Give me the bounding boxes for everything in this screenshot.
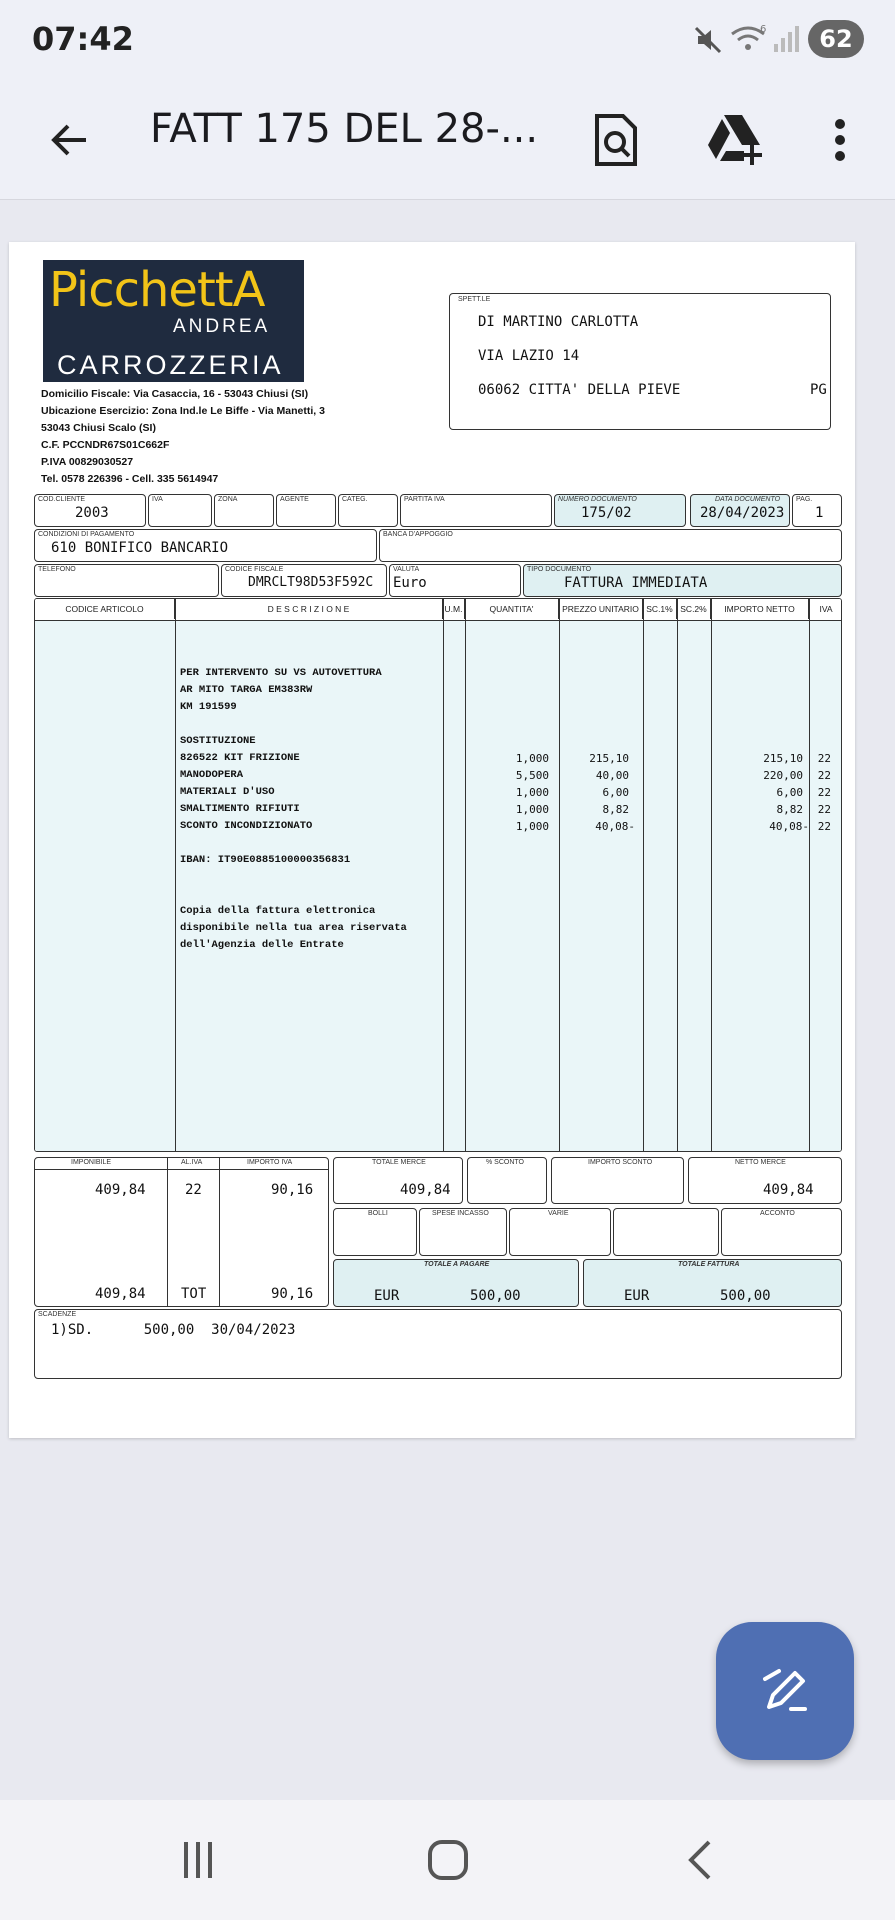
item-description: 826522 KIT FRIZIONE — [180, 752, 300, 764]
col-codice: CODICE ARTICOLO — [35, 599, 175, 619]
system-nav-bar — [0, 1800, 895, 1920]
item-price: 40,08- — [595, 820, 635, 833]
field-cod-cliente: COD.CLIENTE 2003 — [34, 494, 146, 527]
field-totale-a-pagare: TOTALE A PAGARE EUR 500,00 — [333, 1259, 579, 1307]
field-sconto: % SCONTO — [467, 1157, 547, 1204]
drive-add-icon — [706, 113, 766, 167]
home-icon — [426, 1838, 470, 1882]
intro-line: PER INTERVENTO SU VS AUTOVETTURA — [180, 667, 382, 679]
numero-documento-value: 175/02 — [581, 505, 632, 521]
note-line: Copia della fattura elettronica — [180, 905, 376, 917]
item-iva: 22 — [817, 820, 831, 833]
aliva-value: 22 — [185, 1182, 202, 1198]
data-documento-value: 28/04/2023 — [700, 505, 785, 521]
scadenze-box — [34, 1309, 842, 1379]
codice-fiscale-value: DMRCLT98D53F592C — [248, 575, 374, 590]
recipient-street: VIA LAZIO 14 — [478, 348, 580, 364]
field-varie: VARIE — [509, 1208, 611, 1256]
wifi-icon — [730, 22, 770, 56]
items-table — [34, 598, 842, 1152]
items-body-shade — [35, 621, 841, 1151]
field-telefono: TELEFONO — [34, 564, 219, 597]
field-pagina: PAG. 1 — [792, 494, 842, 527]
tipo-documento-value: FATTURA IMMEDIATA — [564, 575, 708, 591]
company-domicile: Domicilio Fiscale: Via Casaccia, 16 - 53043 Chiusi (SI) — [41, 388, 309, 400]
company-info — [41, 386, 325, 488]
field-acconto: ACCONTO — [721, 1208, 842, 1256]
company-logo — [43, 260, 304, 382]
item-iva: 22 — [817, 752, 831, 765]
item-net: 6,00 — [776, 786, 803, 799]
tot-label: TOT — [181, 1286, 207, 1302]
field-totale-merce: TOTALE MERCE 409,84 — [333, 1157, 463, 1204]
add-to-drive-button[interactable] — [696, 100, 776, 180]
table-row — [35, 784, 842, 801]
logo-brand: PicchettA — [49, 262, 265, 318]
company-location-2: 53043 Chiusi Scalo (SI) — [41, 422, 156, 434]
totale-pagare-value: 500,00 — [470, 1288, 521, 1304]
col-sc2: SC.2% — [677, 599, 711, 619]
totale-fattura-value: 500,00 — [720, 1288, 771, 1304]
item-net: 220,00 — [763, 769, 803, 782]
intro-line: AR MITO TARGA EM383RW — [180, 684, 313, 696]
field-bolli: BOLLI — [333, 1208, 417, 1256]
battery-indicator: 62 — [808, 20, 864, 58]
back-button[interactable] — [30, 100, 110, 180]
item-quantity: 1,000 — [515, 803, 549, 816]
recipient-box — [449, 293, 831, 430]
item-quantity: 1,000 — [515, 820, 549, 833]
scadenze-line: 1)SD. 500,00 30/04/2023 — [51, 1322, 296, 1338]
field-valuta: VALUTA Euro — [389, 564, 521, 597]
invoice-page — [9, 242, 855, 1438]
field-totale-fattura: TOTALE FATTURA EUR 500,00 — [583, 1259, 842, 1307]
col-iva: IVA — [819, 604, 833, 614]
item-quantity: 1,000 — [515, 752, 549, 765]
note-line: dell'Agenzia delle Entrate — [180, 939, 344, 951]
field-netto-merce: NETTO MERCE 409,84 — [688, 1157, 842, 1204]
item-iva: 22 — [817, 786, 831, 799]
item-description: MANODOPERA — [180, 769, 244, 781]
iban-line: IBAN: IT90E0885100000356831 — [180, 854, 351, 866]
company-location: Ubicazione Esercizio: Zona Ind.le Le Biffe - Via Manetti, 3 — [41, 405, 325, 417]
home-button[interactable] — [408, 1830, 488, 1890]
condizioni-value: 610 BONIFICO BANCARIO — [51, 540, 229, 556]
mute-icon — [692, 24, 724, 56]
field-condizioni-pagamento: CONDIZIONI DI PAGAMENTO 610 BONIFICO BANCARIO — [34, 529, 377, 562]
field-iva: IVA — [148, 494, 212, 527]
item-price: 215,10 — [589, 752, 629, 765]
status-time: 07:42 — [32, 20, 134, 58]
signal-icon — [772, 24, 802, 54]
field-zona: ZONA — [214, 494, 274, 527]
back-nav-button[interactable] — [660, 1830, 740, 1890]
field-numero-documento: NUMERO DOCUMENTO 175/02 — [554, 494, 686, 527]
item-description: SCONTO INCONDIZIONATO — [180, 820, 313, 832]
item-net: 40,08- — [769, 820, 809, 833]
field-partita-iva: PARTITA IVA — [400, 494, 552, 527]
field-tipo-documento: TIPO DOCUMENTO FATTURA IMMEDIATA — [523, 564, 842, 597]
pagina-value: 1 — [815, 505, 824, 521]
field-agente: AGENTE — [276, 494, 336, 527]
items-header-row — [35, 599, 841, 621]
field-categ: CATEG. — [338, 494, 398, 527]
more-options-button[interactable] — [800, 100, 880, 180]
totale-fattura-currency: EUR — [624, 1288, 650, 1304]
item-description: MATERIALI D'USO — [180, 786, 275, 798]
note-line: disponibile nella tua area riservata — [180, 922, 407, 934]
importo-iva-value: 90,16 — [271, 1182, 314, 1198]
col-sc1: SC.1% — [643, 599, 677, 619]
company-vat: P.IVA 00829030527 — [41, 456, 134, 468]
recents-icon — [178, 1840, 218, 1880]
importo-iva-label: IMPORTO IVA — [247, 1159, 293, 1166]
table-row — [35, 818, 842, 835]
item-price: 40,00 — [595, 769, 629, 782]
field-spese-incasso: SPESE INCASSO — [419, 1208, 507, 1256]
file-search-icon — [591, 112, 641, 168]
tot-iva-value: 90,16 — [271, 1286, 314, 1302]
field-banca-appoggio: BANCA D'APPOGGIO — [379, 529, 842, 562]
intro-line: KM 191599 — [180, 701, 237, 713]
totale-pagare-currency: EUR — [374, 1288, 400, 1304]
cod-cliente-value: 2003 — [75, 505, 109, 521]
recipient-province: PG — [810, 382, 827, 398]
field-blank — [613, 1208, 719, 1256]
more-vert-icon — [830, 116, 850, 164]
item-price: 6,00 — [602, 786, 629, 799]
recipient-name: DI MARTINO CARLOTTA — [478, 314, 639, 330]
col-descrizione: D E S C R I Z I O N E — [175, 599, 443, 619]
table-row — [35, 750, 842, 767]
svg-text:6: 6 — [760, 24, 767, 35]
item-price: 8,82 — [602, 803, 629, 816]
col-um: U.M. — [443, 599, 465, 619]
col-prezzo: PREZZO UNITARIO — [559, 599, 643, 619]
vat-summary-box — [34, 1157, 329, 1307]
valuta-value: Euro — [393, 575, 427, 591]
intro-line: SOSTITUZIONE — [180, 735, 256, 747]
totale-merce-value: 409,84 — [400, 1182, 451, 1198]
tot-imponibile-value: 409,84 — [95, 1286, 146, 1302]
edit-fab-button[interactable] — [716, 1622, 854, 1760]
col-quantita: QUANTITA' — [465, 599, 559, 619]
item-net: 8,82 — [776, 803, 803, 816]
recipient-label: SPETT.LE — [458, 296, 491, 303]
item-quantity: 1,000 — [515, 786, 549, 799]
app-bar — [0, 80, 895, 200]
logo-first-name: ANDREA — [173, 316, 271, 337]
imponibile-label: IMPONIBILE — [71, 1159, 112, 1166]
imponibile-value: 409,84 — [95, 1182, 146, 1198]
item-description: SMALTIMENTO RIFIUTI — [180, 803, 300, 815]
company-phone: Tel. 0578 226396 - Cell. 335 5614947 — [41, 473, 219, 485]
item-iva: 22 — [817, 769, 831, 782]
status-bar — [0, 0, 895, 80]
scadenze-label: SCADENZE — [38, 1311, 77, 1318]
table-row — [35, 801, 842, 818]
search-document-button[interactable] — [576, 100, 656, 180]
item-iva: 22 — [817, 803, 831, 816]
field-data-documento: DATA DOCUMENTO 28/04/2023 — [690, 494, 790, 527]
item-quantity: 5,500 — [515, 769, 549, 782]
edit-pen-icon — [759, 1665, 811, 1717]
aliva-label: AL.IVA — [181, 1159, 203, 1166]
document-title: FATT 175 DEL 28-... — [150, 106, 539, 152]
field-codice-fiscale: CODICE FISCALE DMRCLT98D53F592C — [221, 564, 387, 597]
table-row — [35, 767, 842, 784]
logo-business: CARROZZERIA — [57, 350, 284, 380]
item-net: 215,10 — [763, 752, 803, 765]
col-importo: IMPORTO NETTO — [711, 599, 809, 619]
recipient-city: 06062 CITTA' DELLA PIEVE — [478, 382, 681, 398]
netto-merce-value: 409,84 — [763, 1182, 814, 1198]
arrow-left-icon — [46, 116, 94, 164]
recent-apps-button[interactable] — [158, 1830, 238, 1890]
field-importo-sconto: IMPORTO SCONTO — [551, 1157, 684, 1204]
back-chevron-icon — [683, 1838, 717, 1882]
company-tax-code: C.F. PCCNDR67S01C662F — [41, 439, 170, 451]
